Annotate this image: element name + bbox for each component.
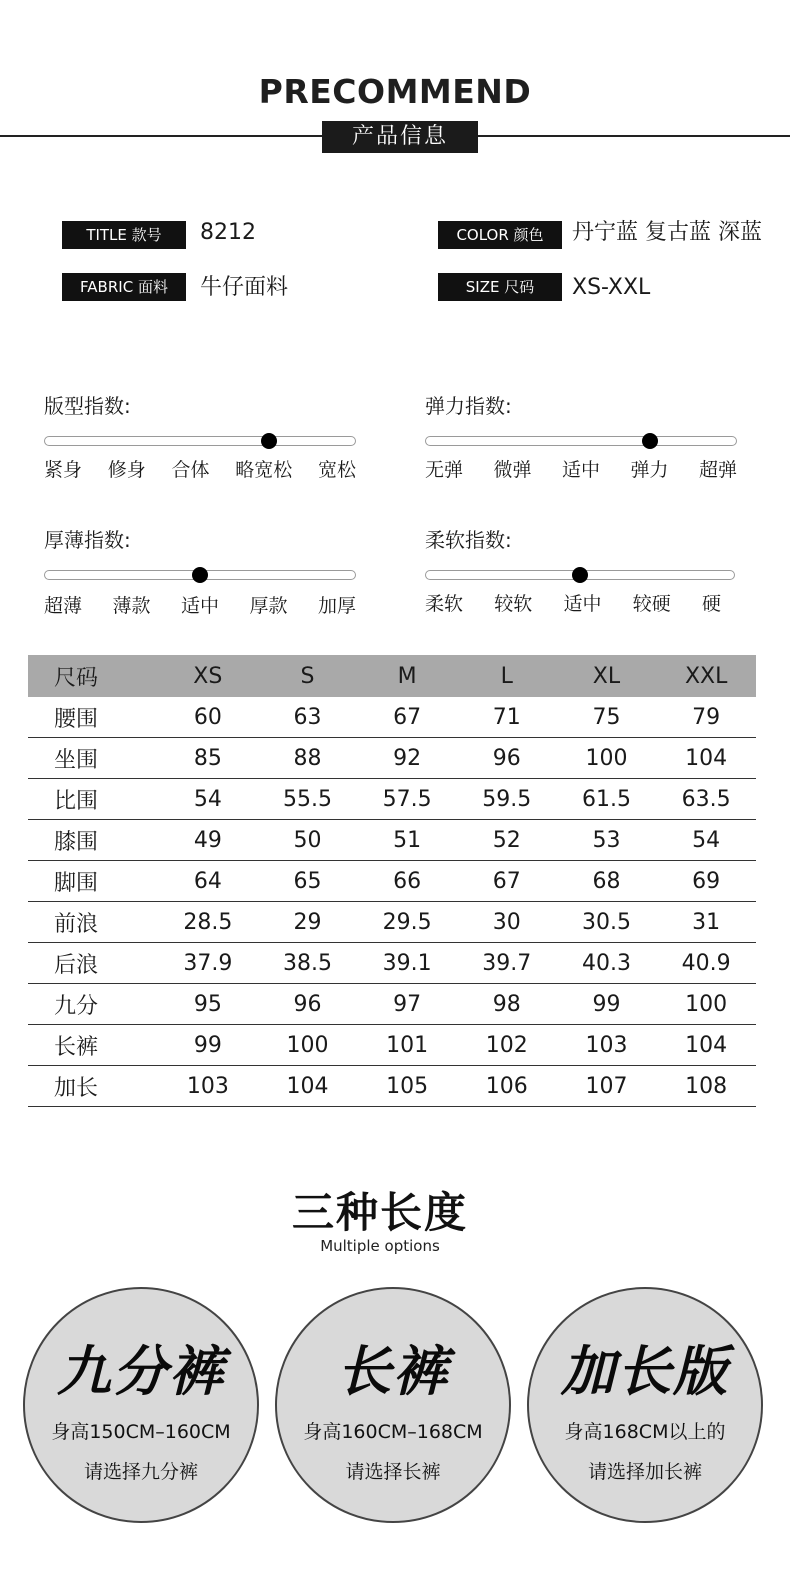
table-cell: 30.5 bbox=[557, 902, 657, 943]
table-cell: 37.9 bbox=[158, 943, 258, 984]
length-option-height: 身高160CM–168CM bbox=[303, 1421, 483, 1443]
fit-index-knob bbox=[261, 433, 277, 449]
length-option-long bbox=[527, 1287, 763, 1523]
table-cell: 63 bbox=[258, 697, 358, 738]
fit-index bbox=[44, 390, 356, 482]
table-cell: 103 bbox=[557, 1025, 657, 1066]
length-option-height: 身高150CM–160CM bbox=[51, 1421, 231, 1443]
table-header-cell: L bbox=[457, 655, 557, 697]
table-row bbox=[28, 861, 756, 902]
table-cell: 29.5 bbox=[357, 902, 457, 943]
table-cell: 69 bbox=[656, 861, 756, 902]
length-option-advice: 请选择长裤 bbox=[345, 1461, 441, 1483]
table-cell: 61.5 bbox=[557, 779, 657, 820]
table-cell: 108 bbox=[656, 1066, 756, 1107]
title-value: 8212 bbox=[200, 220, 256, 245]
thickness-tick: 超薄 bbox=[44, 595, 83, 617]
table-cell: 65 bbox=[258, 861, 358, 902]
thickness-tick: 薄款 bbox=[112, 595, 151, 617]
thickness-index bbox=[44, 524, 356, 618]
table-cell: 55.5 bbox=[258, 779, 358, 820]
table-row bbox=[28, 984, 756, 1025]
table-row-label: 膝围 bbox=[28, 820, 158, 861]
table-cell: 105 bbox=[357, 1066, 457, 1107]
fit-index-track bbox=[44, 436, 356, 446]
table-row bbox=[28, 1066, 756, 1107]
table-cell: 67 bbox=[457, 861, 557, 902]
table-cell: 99 bbox=[557, 984, 657, 1025]
table-cell: 67 bbox=[357, 697, 457, 738]
table-cell: 98 bbox=[457, 984, 557, 1025]
table-row bbox=[28, 779, 756, 820]
table-cell: 101 bbox=[357, 1025, 457, 1066]
page-title: PRECOMMEND bbox=[258, 72, 532, 111]
stretch-index bbox=[425, 390, 737, 482]
table-cell: 30 bbox=[457, 902, 557, 943]
table-header-cell: M bbox=[357, 655, 457, 697]
table-cell: 31 bbox=[656, 902, 756, 943]
table-cell: 96 bbox=[457, 738, 557, 779]
table-row-label: 脚围 bbox=[28, 861, 158, 902]
size-table-header-row bbox=[28, 655, 756, 697]
table-cell: 53 bbox=[557, 820, 657, 861]
table-cell: 50 bbox=[258, 820, 358, 861]
table-cell: 28.5 bbox=[158, 902, 258, 943]
table-row-label: 坐围 bbox=[28, 738, 158, 779]
table-row bbox=[28, 902, 756, 943]
table-cell: 106 bbox=[457, 1066, 557, 1107]
table-cell: 96 bbox=[258, 984, 358, 1025]
stretch-tick: 弹力 bbox=[630, 459, 669, 481]
fabric-value: 牛仔面料 bbox=[200, 275, 289, 300]
softness-tick: 较硬 bbox=[632, 593, 671, 615]
thickness-tick: 加厚 bbox=[317, 595, 356, 617]
fit-tick: 修身 bbox=[107, 459, 146, 481]
title-tag: TITLE 款号 bbox=[62, 221, 186, 249]
table-cell: 52 bbox=[457, 820, 557, 861]
size-value: XS-XXL bbox=[572, 275, 651, 300]
length-option-name: 长裤 bbox=[337, 1340, 449, 1403]
softness-tick: 柔软 bbox=[425, 593, 464, 615]
table-cell: 104 bbox=[258, 1066, 358, 1107]
stretch-index-knob bbox=[642, 433, 658, 449]
thickness-tick: 适中 bbox=[180, 595, 219, 617]
table-cell: 39.1 bbox=[357, 943, 457, 984]
table-cell: 107 bbox=[557, 1066, 657, 1107]
stretch-index-track bbox=[425, 436, 737, 446]
table-cell: 97 bbox=[357, 984, 457, 1025]
table-cell: 68 bbox=[557, 861, 657, 902]
softness-tick: 硬 bbox=[701, 593, 721, 615]
table-cell: 71 bbox=[457, 697, 557, 738]
thickness-index-title: 厚薄指数: bbox=[44, 528, 131, 552]
table-cell: 64 bbox=[158, 861, 258, 902]
table-row bbox=[28, 738, 756, 779]
table-cell: 100 bbox=[557, 738, 657, 779]
table-cell: 104 bbox=[656, 1025, 756, 1066]
fit-tick: 紧身 bbox=[44, 459, 83, 481]
table-cell: 75 bbox=[557, 697, 657, 738]
length-option-name: 加长版 bbox=[561, 1340, 729, 1403]
table-row-label: 加长 bbox=[28, 1066, 158, 1107]
table-cell: 59.5 bbox=[457, 779, 557, 820]
table-row-label: 长裤 bbox=[28, 1025, 158, 1066]
table-cell: 60 bbox=[158, 697, 258, 738]
table-cell: 66 bbox=[357, 861, 457, 902]
table-cell: 40.9 bbox=[656, 943, 756, 984]
table-row-label: 前浪 bbox=[28, 902, 158, 943]
table-header-cell: XXL bbox=[656, 655, 756, 697]
table-cell: 57.5 bbox=[357, 779, 457, 820]
table-cell: 54 bbox=[656, 820, 756, 861]
length-option-regular bbox=[275, 1287, 511, 1523]
section-label-product-info: 产品信息 bbox=[322, 121, 478, 153]
stretch-index-title: 弹力指数: bbox=[425, 394, 512, 418]
table-cell: 39.7 bbox=[457, 943, 557, 984]
table-cell: 63.5 bbox=[656, 779, 756, 820]
table-cell: 54 bbox=[158, 779, 258, 820]
table-row bbox=[28, 820, 756, 861]
table-cell: 102 bbox=[457, 1025, 557, 1066]
thickness-tick: 厚款 bbox=[249, 595, 288, 617]
table-cell: 51 bbox=[357, 820, 457, 861]
table-row-label: 九分 bbox=[28, 984, 158, 1025]
table-row bbox=[28, 697, 756, 738]
table-cell: 95 bbox=[158, 984, 258, 1025]
table-header-cell: S bbox=[258, 655, 358, 697]
size-tag: SIZE 尺码 bbox=[438, 273, 562, 301]
table-row-label: 比围 bbox=[28, 779, 158, 820]
table-cell: 40.3 bbox=[557, 943, 657, 984]
table-row bbox=[28, 1025, 756, 1066]
lengths-title: 三种长度 bbox=[291, 1188, 468, 1237]
length-option-height: 身高168CM以上的 bbox=[564, 1421, 726, 1443]
table-cell: 99 bbox=[158, 1025, 258, 1066]
size-table bbox=[28, 655, 756, 1107]
length-option-cropped bbox=[23, 1287, 259, 1523]
length-option-advice: 请选择九分裤 bbox=[83, 1461, 198, 1483]
softness-tick: 适中 bbox=[563, 593, 602, 615]
table-cell: 103 bbox=[158, 1066, 258, 1107]
softness-index-title: 柔软指数: bbox=[425, 528, 512, 552]
fit-tick: 略宽松 bbox=[235, 459, 293, 481]
fit-index-title: 版型指数: bbox=[44, 394, 131, 418]
length-option-name: 九分裤 bbox=[57, 1340, 225, 1403]
stretch-tick: 微弹 bbox=[493, 459, 532, 481]
softness-index bbox=[425, 524, 735, 616]
thickness-index-knob bbox=[192, 567, 208, 583]
table-cell: 100 bbox=[258, 1025, 358, 1066]
table-cell: 100 bbox=[656, 984, 756, 1025]
color-value: 丹宁蓝 复古蓝 深蓝 bbox=[572, 220, 762, 245]
table-row bbox=[28, 943, 756, 984]
table-cell: 104 bbox=[656, 738, 756, 779]
color-tag: COLOR 颜色 bbox=[438, 221, 562, 249]
fit-tick: 宽松 bbox=[317, 459, 356, 481]
table-cell: 92 bbox=[357, 738, 457, 779]
length-option-advice: 请选择加长裤 bbox=[587, 1461, 702, 1483]
fit-tick: 合体 bbox=[171, 459, 210, 481]
table-header-cell: XL bbox=[557, 655, 657, 697]
table-cell: 79 bbox=[656, 697, 756, 738]
softness-index-knob bbox=[572, 567, 588, 583]
table-cell: 49 bbox=[158, 820, 258, 861]
stretch-tick: 适中 bbox=[561, 459, 600, 481]
stretch-tick: 无弹 bbox=[425, 459, 464, 481]
fabric-tag: FABRIC 面料 bbox=[62, 273, 186, 301]
table-cell: 85 bbox=[158, 738, 258, 779]
table-cell: 38.5 bbox=[258, 943, 358, 984]
lengths-subtitle: Multiple options bbox=[320, 1237, 440, 1255]
table-cell: 88 bbox=[258, 738, 358, 779]
table-cell: 29 bbox=[258, 902, 358, 943]
table-header-cell: 尺码 bbox=[28, 655, 158, 697]
table-header-cell: XS bbox=[158, 655, 258, 697]
table-row-label: 腰围 bbox=[28, 697, 158, 738]
stretch-tick: 超弹 bbox=[698, 459, 737, 481]
table-row-label: 后浪 bbox=[28, 943, 158, 984]
softness-tick: 较软 bbox=[494, 593, 533, 615]
